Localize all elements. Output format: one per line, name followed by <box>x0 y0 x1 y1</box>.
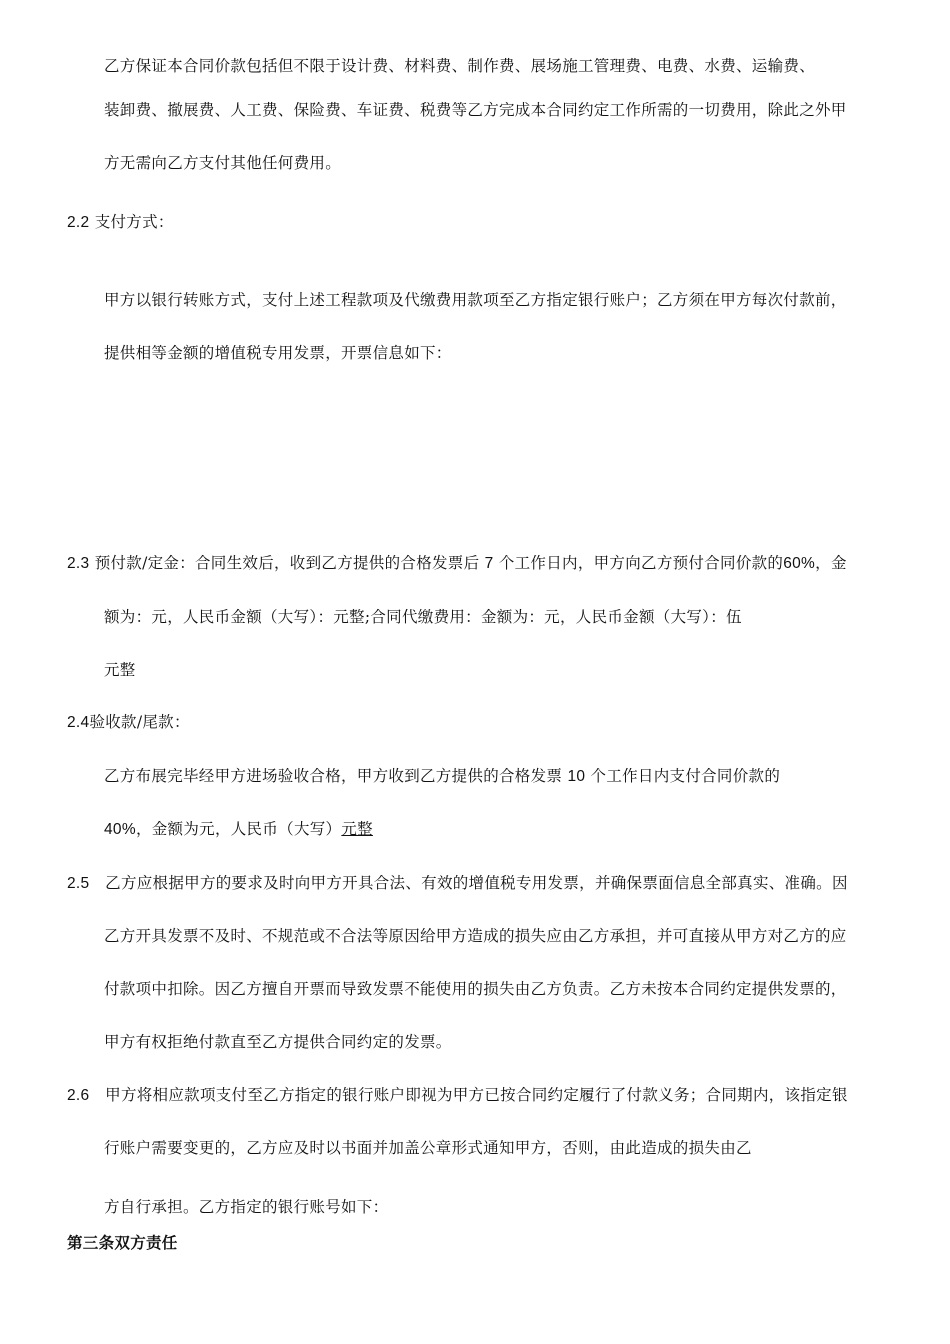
paragraph-line: 元整 <box>104 661 136 679</box>
number-span: 7 <box>484 555 494 572</box>
paragraph-line: 装卸费、撤展费、人工费、保险费、车证费、税费等乙方完成本合同约定工作所需的一切费用，除此之外甲 <box>104 101 847 119</box>
section-2-2-heading <box>67 212 174 233</box>
underlined-blank: 元整 <box>341 820 373 838</box>
paragraph-line: 乙方保证本合同价款包括但不限于设计费、材料费、制作费、展场施工管理费、电费、水费、运输费、 <box>104 57 816 75</box>
number-span: 10 <box>567 768 586 785</box>
text-span: 甲方将相应款项支付至乙方指定的银行账户即视为甲方已按合同约定履行了付款义务；合同期内，该指定银 <box>105 1086 848 1104</box>
text-span: 预付款/定金：合同生效后，收到乙方提供的合格发票后 <box>94 554 480 572</box>
section-2-4-heading <box>67 712 190 733</box>
article-3-heading: 第三条双方责任 <box>67 1233 178 1252</box>
text-span: 个工作日内，甲方向乙方预付合同价款的 <box>498 554 784 572</box>
paragraph-line: 甲方有权拒绝付款直至乙方提供合同约定的发票。 <box>104 1033 452 1051</box>
text-span: 乙方应根据甲方的要求及时向甲方开具合法、有效的增值税专用发票，并确保票面信息全部真实、准确。因 <box>105 874 848 892</box>
section-title: 验收款/尾款： <box>89 713 190 731</box>
number-span: 60% <box>783 555 816 572</box>
paragraph-line <box>104 766 780 787</box>
section-2-6-line <box>67 1085 848 1106</box>
text-span: ，金额为元，人民币（大写） <box>135 820 342 838</box>
paragraph-line: 行账户需要变更的，乙方应及时以书面并加盖公章形式通知甲方，否则，由此造成的损失由乙 <box>104 1139 752 1157</box>
section-2-5-line <box>67 873 848 894</box>
paragraph-line: 甲方以银行转账方式，支付上述工程款项及代缴费用款项至乙方指定银行账户；乙方须在甲方每次付款前， <box>104 291 847 309</box>
number-span: 40% <box>104 821 136 838</box>
paragraph-line: 方无需向乙方支付其他任何费用。 <box>104 154 342 172</box>
section-number: 2.5 <box>67 875 90 892</box>
section-2-3-line <box>67 553 847 574</box>
paragraph-line: 付款项中扣除。因乙方擅自开票而导致发票不能使用的损失由乙方负责。乙方未按本合同约定提供发票的， <box>104 980 847 998</box>
paragraph-line <box>104 819 373 840</box>
paragraph-line: 方自行承担。乙方指定的银行账号如下： <box>104 1198 389 1216</box>
section-number: 2.6 <box>67 1087 90 1104</box>
section-number: 2.3 <box>67 555 90 572</box>
text-span: 乙方布展完毕经甲方进场验收合格，甲方收到乙方提供的合格发票 <box>104 767 563 785</box>
paragraph-line: 乙方开具发票不及时、不规范或不合法等原因给甲方造成的损失应由乙方承担，并可直接从甲方对乙方的应 <box>104 927 847 945</box>
text-span: ，金 <box>815 554 847 572</box>
section-title: 支付方式： <box>94 213 174 231</box>
paragraph-line: 额为：元，人民币金额（大写）：元整;合同代缴费用：金额为：元，人民币金额（大写）：伍 <box>104 608 742 626</box>
section-number: 2.2 <box>67 214 90 231</box>
text-span: 个工作日内支付合同价款的 <box>590 767 781 785</box>
section-number: 2.4 <box>67 714 90 731</box>
paragraph-line: 提供相等金额的增值税专用发票，开票信息如下： <box>104 344 452 362</box>
